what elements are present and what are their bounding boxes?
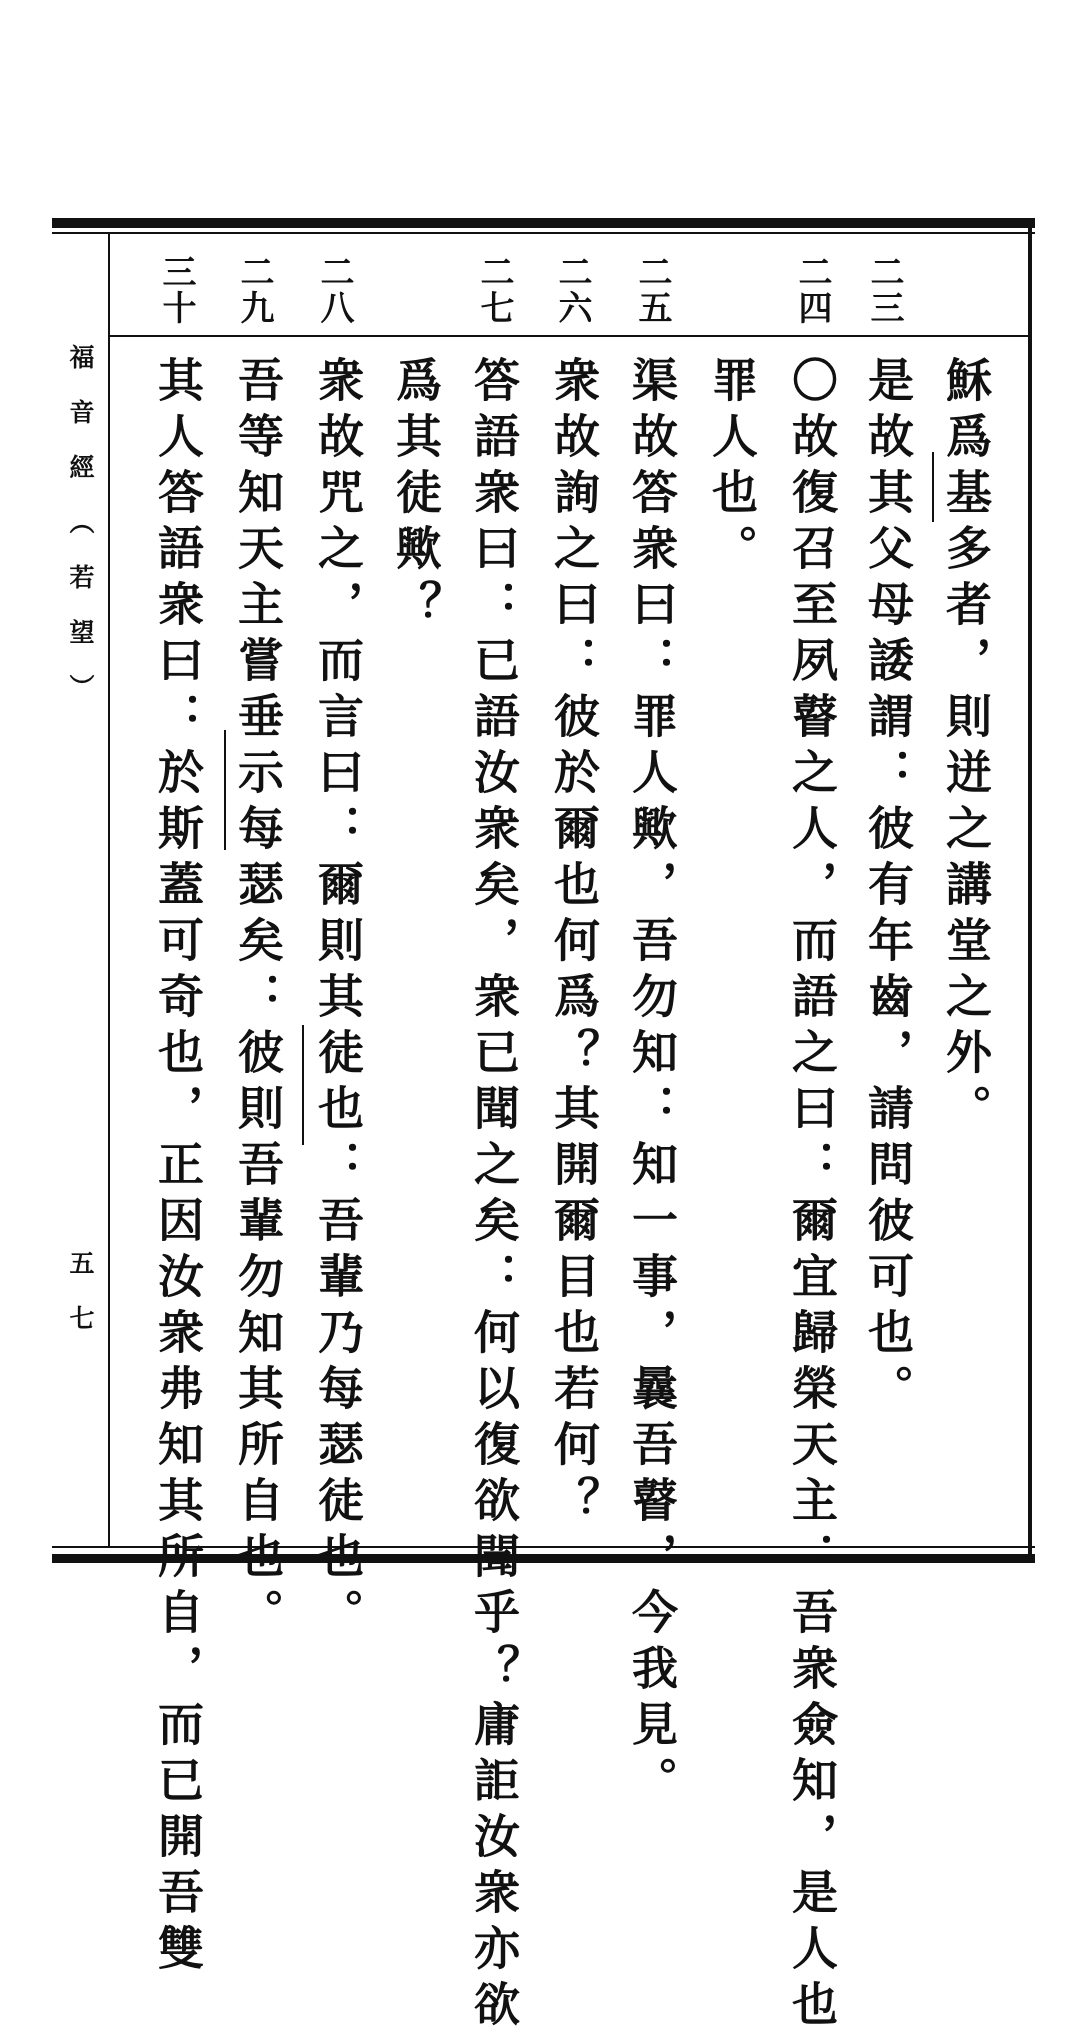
- text-column: 穌爲基多者，則迸之講堂之外。: [939, 356, 993, 1140]
- text-column: 衆故咒之，而言曰：爾則其徒也：吾輩乃每瑟徒也。: [311, 356, 365, 1644]
- verse-number: 二七: [474, 254, 514, 326]
- verse-header-rule: [110, 335, 1028, 337]
- verse-number: 二三: [864, 254, 904, 326]
- verse-number: 三十: [156, 254, 196, 326]
- frame-top-inner-rule: [52, 232, 1035, 234]
- text-column: 是故其父母諉謂：彼有年齒，請問彼可也。: [861, 356, 915, 1420]
- verse-number: 二九: [234, 254, 274, 326]
- margin-book-title: 福音經（若望）: [66, 344, 95, 729]
- text-column: 罪人也。: [705, 356, 759, 580]
- proper-name-mark: [932, 452, 934, 522]
- text-column: 渠故答衆曰：罪人歟，吾勿知：知一事，曩吾瞽，今我見。: [625, 356, 679, 1812]
- verse-number: 二六: [552, 254, 592, 326]
- text-column: 其人答語衆曰：於斯蓋可奇也，正因汝衆弗知其所自，而已開吾雙: [151, 356, 205, 1980]
- text-column: 答語衆曰：已語汝衆矣，衆已聞之矣：何以復欲聞乎？庸詎汝衆亦欲: [467, 356, 521, 2036]
- frame-top-rule: [52, 218, 1035, 228]
- margin-page-number: 五七: [66, 1250, 95, 1360]
- text-column: 衆故詢之曰：彼於爾也何爲？其開爾目也若何？: [547, 356, 601, 1532]
- verse-number: 二五: [632, 254, 672, 326]
- text-column: 吾等知天主嘗垂示每瑟矣：彼則吾輩勿知其所自也。: [231, 356, 285, 1644]
- text-column: 〇故復召至夙瞽之人，而語之曰：爾宜歸榮天主：吾衆僉知，是人也: [785, 356, 839, 2036]
- frame-left-rule: [108, 234, 110, 1546]
- proper-name-mark: [302, 1025, 304, 1145]
- frame-right-rule: [1028, 218, 1032, 1563]
- verse-number: 二八: [314, 254, 354, 326]
- verse-number: 二四: [792, 254, 832, 326]
- proper-name-mark: [224, 730, 226, 850]
- text-column: 爲其徒歟？: [389, 356, 443, 636]
